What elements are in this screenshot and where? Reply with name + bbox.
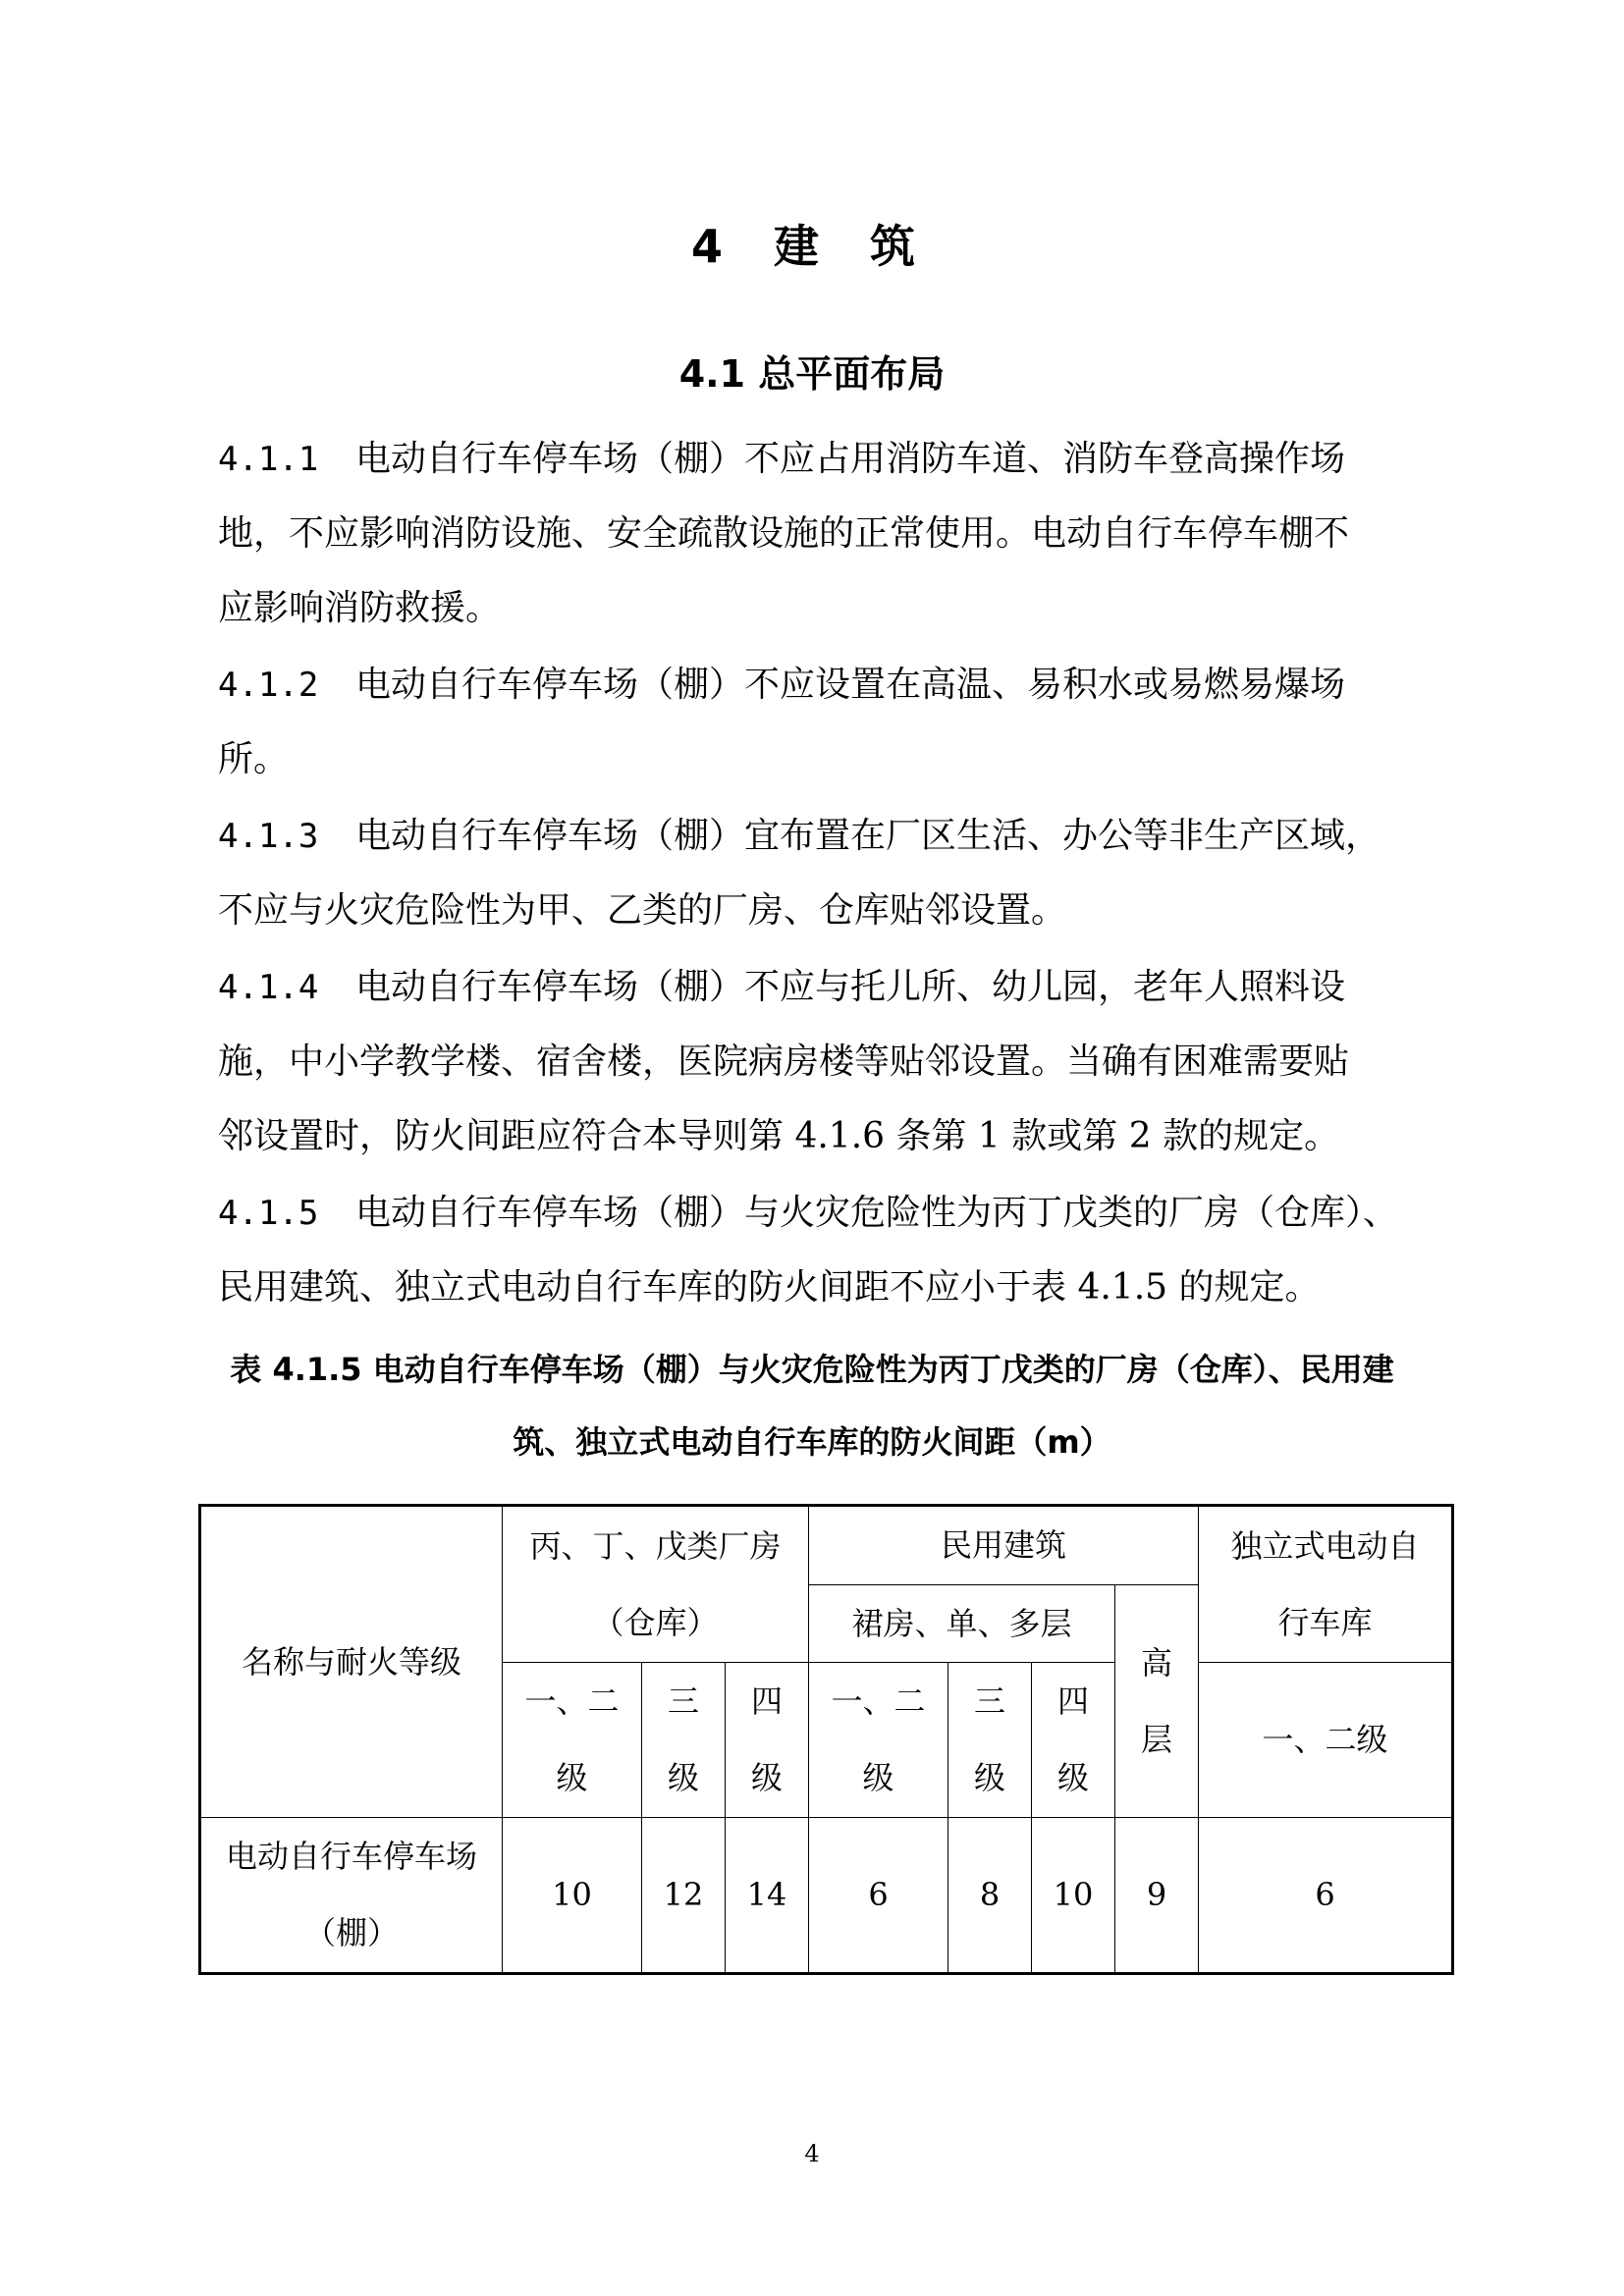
- value-high-rise: 9: [1115, 1817, 1199, 1973]
- clause-4-1-4-line-1: [218, 966, 1435, 1009]
- clause-4-1-1-line-1: [218, 438, 1435, 481]
- clause-4-1-2-line-2: 所。: [218, 739, 290, 779]
- section-title: 4.1 总平面布局: [678, 352, 946, 396]
- value-factory-4: 14: [726, 1817, 809, 1973]
- grade-civil-1-2: 一、二 级: [809, 1663, 948, 1818]
- clause-number: 4.1.3: [218, 817, 319, 856]
- clause-4-1-1-line-2: 地，不应影响消防设施、安全疏散设施的正常使用。电动自行车停车棚不: [218, 513, 1350, 554]
- value-independent: 6: [1199, 1817, 1453, 1973]
- row-header-cell: 名称与耐火等级: [200, 1506, 503, 1818]
- header-independent: 独立式电动自 行车库: [1199, 1506, 1453, 1663]
- header-civil: 民用建筑: [809, 1506, 1199, 1585]
- clause-4-1-5-line-2: 民用建筑、独立式电动自行车库的防火间距不应小于表 4.1.5 的规定。: [218, 1267, 1321, 1308]
- table-row: [200, 1817, 1453, 1973]
- grade-factory-3: 三 级: [642, 1663, 726, 1818]
- value-factory-3: 12: [642, 1817, 726, 1973]
- clause-4-1-4-line-2: 施，中小学教学楼、宿舍楼，医院病房楼等贴邻设置。当确有困难需要贴: [218, 1041, 1350, 1082]
- clause-4-1-2-line-1: [218, 664, 1435, 707]
- grade-factory-4: 四 级: [726, 1663, 809, 1818]
- row-label: 电动自行车停车场 （棚）: [200, 1817, 503, 1973]
- clause-number: 4.1.1: [218, 440, 319, 479]
- clause-4-1-3-line-1: [218, 815, 1435, 858]
- clause-4-1-4-line-3: 邻设置时，防火间距应符合本导则第 4.1.6 条第 1 款或第 2 款的规定。: [218, 1116, 1340, 1156]
- clause-text: 电动自行车停车场（棚）宜布置在厂区生活、办公等非生产区域，: [355, 816, 1381, 856]
- value-civil-4: 10: [1032, 1817, 1115, 1973]
- clause-text: 电动自行车停车场（棚）不应与托儿所、幼儿园，老年人照料设: [355, 967, 1346, 1007]
- header-high-rise: 高 层: [1115, 1584, 1199, 1817]
- page-number: 4: [804, 2140, 820, 2167]
- clause-number: 4.1.2: [218, 666, 319, 705]
- value-civil-1-2: 6: [809, 1817, 948, 1973]
- clause-number: 4.1.4: [218, 968, 319, 1007]
- clause-4-1-3-line-2: 不应与火灾危险性为甲、乙类的厂房、仓库贴邻设置。: [218, 890, 1067, 931]
- header-civil-low: 裙房、单、多层: [809, 1584, 1115, 1663]
- value-civil-3: 8: [948, 1817, 1032, 1973]
- table-caption-line-1: 表 4.1.5 电动自行车停车场（棚）与火灾危险性为丙丁戊类的厂房（仓库）、民用建: [230, 1351, 1394, 1388]
- clause-text: 电动自行车停车场（棚）与火灾危险性为丙丁戊类的厂房（仓库）、: [355, 1193, 1399, 1233]
- clause-4-1-5-line-1: [218, 1192, 1435, 1235]
- clause-text: 电动自行车停车场（棚）不应设置在高温、易积水或易燃易爆场: [355, 665, 1346, 705]
- table-caption-line-2: 筑、独立式电动自行车库的防火间距（m）: [513, 1423, 1111, 1461]
- header-factory: 丙、丁、戊类厂房 （仓库）: [503, 1506, 809, 1663]
- grade-civil-3: 三 级: [948, 1663, 1032, 1818]
- fire-distance-table: [198, 1504, 1454, 1975]
- grade-civil-4: 四 级: [1032, 1663, 1115, 1818]
- clause-text: 电动自行车停车场（棚）不应占用消防车道、消防车登高操作场: [355, 439, 1346, 479]
- clause-4-1-1-line-3: 应影响消防救援。: [218, 588, 502, 628]
- chapter-title: 4 建 筑: [690, 220, 934, 273]
- clause-number: 4.1.5: [218, 1194, 319, 1233]
- grade-independent: 一、二级: [1199, 1663, 1453, 1818]
- value-factory-1-2: 10: [503, 1817, 642, 1973]
- grade-factory-1-2: 一、二 级: [503, 1663, 642, 1818]
